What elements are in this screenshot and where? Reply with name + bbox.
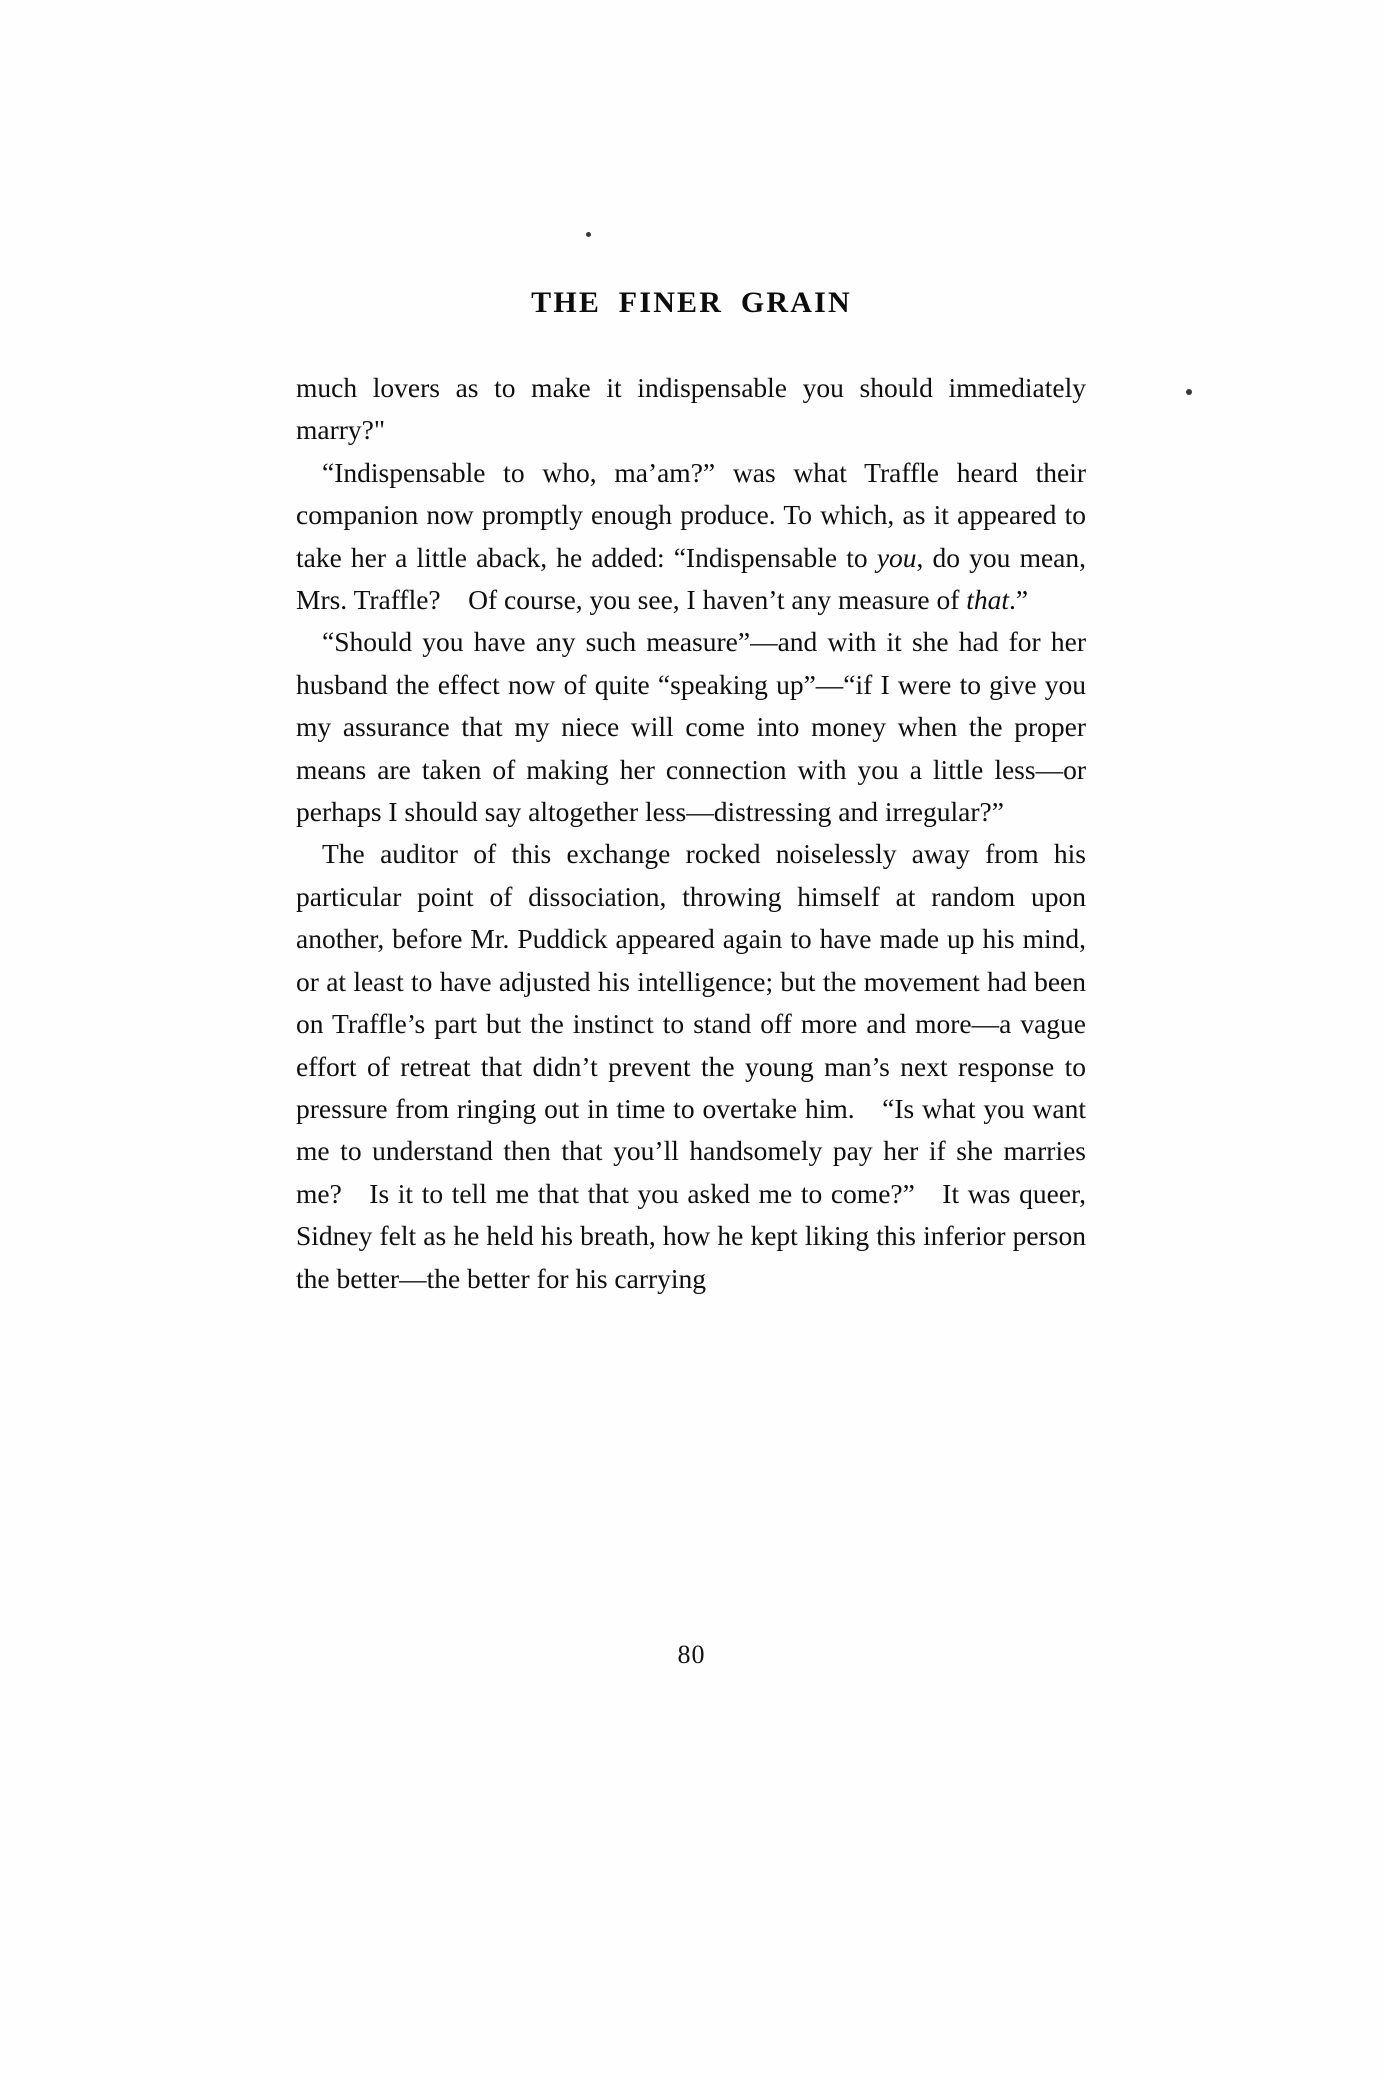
body-text	[296, 367, 1086, 1300]
page-number: 80	[677, 1640, 706, 1669]
text-run: “Should you have any such measure”—and with it she had for her husband the effect now of quite “speaking up”—“if I were to give you my assurance that my niece will come into money when the proper means are taken of making her connection with you a little less—or perhaps I should say altogether less—distressing and irregular?”	[296, 626, 1086, 828]
page-title: THE FINER GRAIN	[531, 286, 852, 319]
ink-speck-icon	[586, 232, 591, 237]
emphasis-text: that	[966, 584, 1010, 616]
text-run: The auditor of this exchange rocked noiselessly away from his particular point of dissociation, throwing himself at random upon another, before Mr. Puddick appeared again to have made up his mind, or at least to have adjusted his intelligence; but the movement had been on Traffle’s part but the instinct to stand off more and more—a vague effort of retreat that didn’t prevent the young man’s next response to pressure from ringing out in time to overtake him. “Is what you want me to understand then that you’ll handsomely pay her if she marries me? Is it to tell me that that you asked me to come?” It was queer, Sidney felt as he held his breath, how he kept liking this inferior person the better—the better for his carrying	[296, 838, 1086, 1294]
paragraph	[296, 367, 1086, 452]
emphasis-text: you	[876, 541, 917, 573]
paragraph	[296, 452, 1086, 622]
paragraph	[296, 833, 1086, 1299]
ink-speck-icon	[1186, 389, 1192, 395]
paragraph	[296, 621, 1086, 833]
text-run: much lovers as to make it indispensable you should immediately marry?"	[296, 372, 1086, 446]
text-run: .”	[1009, 584, 1029, 616]
text-run: , do you mean, Mrs. Traffle? Of course, you see, I haven’t any measure of	[296, 541, 1086, 616]
text-run: “Indispensable to who, ma’am?” was what Traffle heard their companion now promptly enough produce. To which, as it appeared to take her a little aback, he added: “Indispensable to	[296, 456, 1086, 573]
